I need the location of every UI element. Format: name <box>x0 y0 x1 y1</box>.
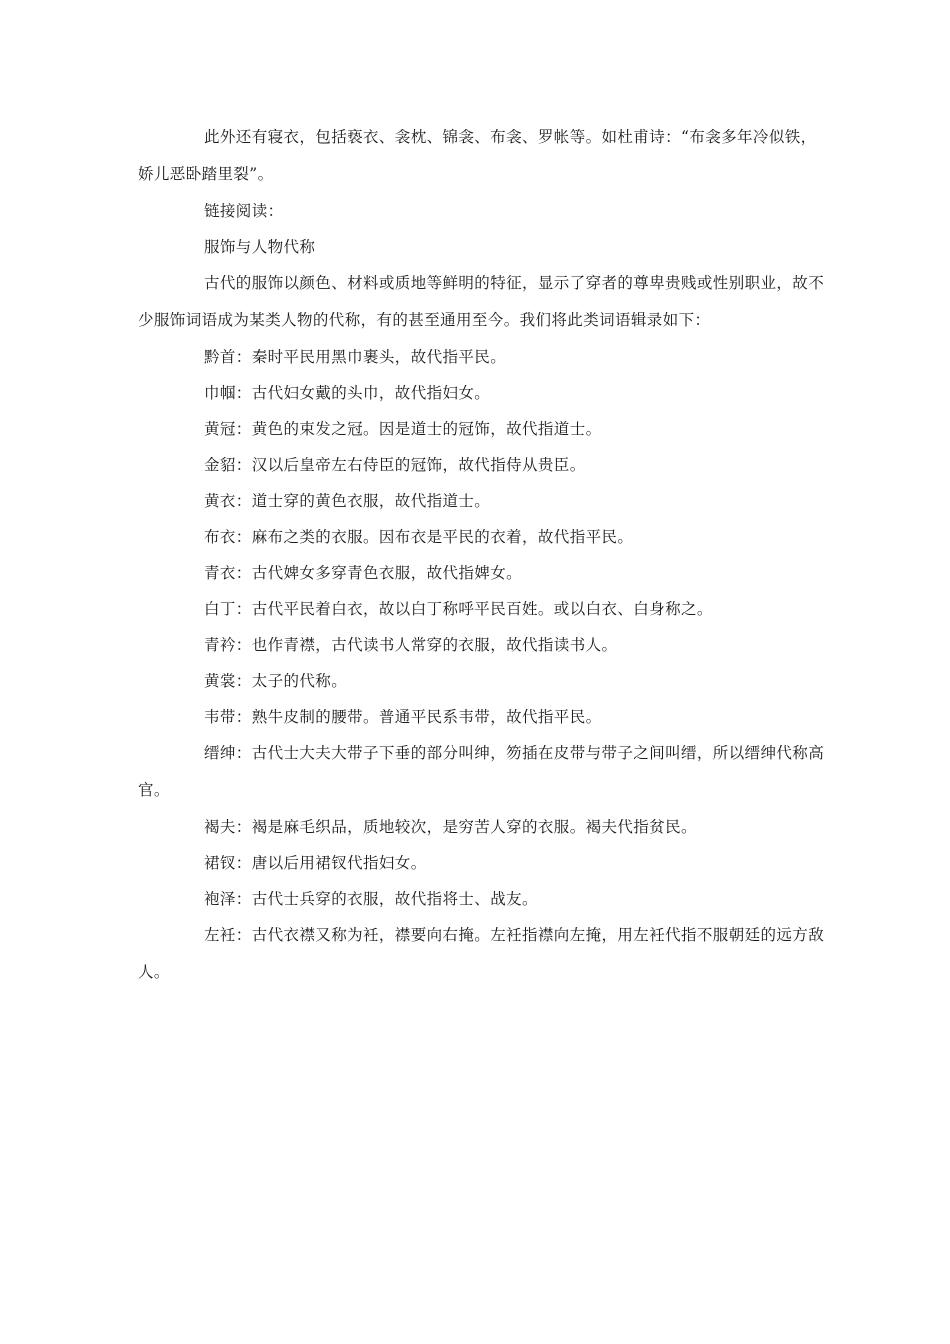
document-body <box>138 119 828 991</box>
entry-jinshen: 缙绅：古代士大夫大带子下垂的部分叫绅，笏插在皮带与带子之间叫缙，所以缙绅代称高官。 <box>138 744 825 799</box>
entry-weidai: 韦带：熟牛皮制的腰带。普通平民系韦带，故代指平民。 <box>204 708 602 726</box>
entry-jindiao: 金貂：汉以后皇帝左右侍臣的冠饰，故代指侍从贵臣。 <box>204 456 586 474</box>
entry-hefu: 褐夫：褐是麻毛织品，质地较次，是穷苦人穿的衣服。褐夫代指贫民。 <box>204 818 697 836</box>
entry-baiding: 白丁：古代平民着白衣，故以白丁称呼平民百姓。或以白衣、白身称之。 <box>204 600 713 618</box>
entry-huangchang: 黄裳：太子的代称。 <box>204 672 348 690</box>
entry-buyi: 布衣：麻布之类的衣服。因布衣是平民的衣着，故代指平民。 <box>204 528 634 546</box>
entry-huangyi: 黄衣：道士穿的黄色衣服，故代指道士。 <box>204 492 491 510</box>
link-reading-label: 链接阅读： <box>204 202 284 220</box>
intro-paragraph: 此外还有寝衣，包括亵衣、衾枕、锦衾、布衾、罗帐等。如杜甫诗：“布衾多年冷似铁，娇儿恶卧踏里裂”。 <box>138 128 817 183</box>
entry-zuoren: 左衽：古代衣襟又称为衽，襟要向右掩。左衽指襟向左掩，用左衽代指不服朝廷的远方敌人。 <box>138 926 825 981</box>
entry-qunchai: 裙钗：唐以后用裙钗代指妇女。 <box>204 854 427 872</box>
section-intro-paragraph: 古代的服饰以颜色、材料或质地等鲜明的特征，显示了穿者的尊卑贵贱或性别职业，故不少服饰词语成为某类人物的代称，有的甚至通用至今。我们将此类词语辑录如下： <box>138 274 825 329</box>
section-title: 服饰与人物代称 <box>204 238 316 256</box>
entry-paoze: 袍泽：古代士兵穿的衣服，故代指将士、战友。 <box>204 890 538 908</box>
entry-qingyi: 青衣：古代婢女多穿青色衣服，故代指婢女。 <box>204 564 523 582</box>
entry-qingjin: 青衿：也作青襟，古代读书人常穿的衣服，故代指读书人。 <box>204 636 618 654</box>
entry-qianshou: 黔首：秦时平民用黑巾裹头，故代指平民。 <box>204 348 507 366</box>
entry-huangguan: 黄冠：黄色的束发之冠。因是道士的冠饰，故代指道士。 <box>204 420 602 438</box>
entry-jinguo: 巾帼：古代妇女戴的头巾，故代指妇女。 <box>204 384 491 402</box>
